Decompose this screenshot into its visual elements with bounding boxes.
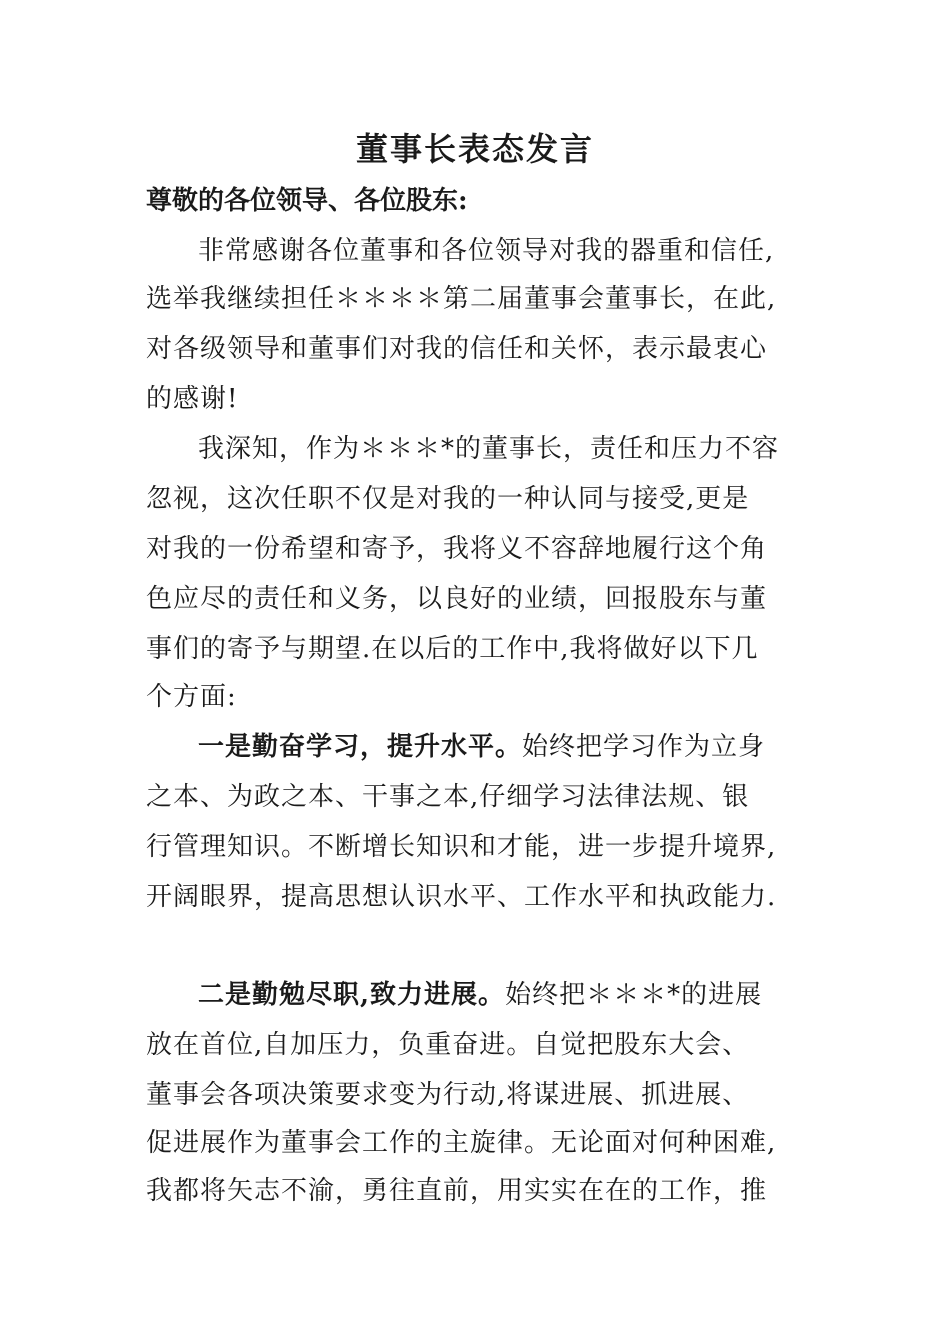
paragraph-2-line-4: 色应尽的责任和义务，以良好的业绩，回报股东与董	[146, 584, 768, 614]
paragraph-3-line-2: 之本、为政之本、干事之本,仔细学习法律法规、银	[146, 782, 750, 812]
paragraph-1-line-2: 选举我继续担任＊＊＊＊第二届董事会董事长，在此,	[146, 284, 777, 314]
paragraph-3-line-4: 开阔眼界，提高思想认识水平、工作水平和执政能力.	[146, 882, 777, 912]
paragraph-3-line-1	[198, 722, 765, 772]
paragraph-2-line-6: 个方面:	[146, 682, 237, 712]
paragraph-2-line-3: 对我的一份希望和寄予，我将义不容辞地履行这个角	[146, 534, 768, 564]
paragraph-4-line-3: 董事会各项决策要求变为行动,将谋进展、抓进展、	[146, 1080, 750, 1110]
paragraph-2-line-2: 忽视，这次任职不仅是对我的一种认同与接受,更是	[146, 484, 750, 514]
paragraph-1-line-4: 的感谢!	[146, 384, 239, 414]
paragraph-4-line-1	[198, 970, 762, 1020]
salutation: 尊敬的各位领导、各位股东:	[146, 186, 468, 216]
paragraph-1-line-1: 非常感谢各位董事和各位领导对我的器重和信任,	[198, 236, 775, 266]
paragraph-4-lead: 二是勤勉尽职,致力进展。	[198, 980, 506, 1010]
document-title: 董事长表态发言	[355, 130, 594, 168]
paragraph-4-line-5: 我都将矢志不渝，勇往直前，用实实在在的工作，推	[146, 1176, 768, 1206]
paragraph-2-line-1: 我深知，作为＊＊＊*的董事长，责任和压力不容	[198, 434, 780, 464]
paragraph-3-line-3: 行管理知识。不断增长知识和才能，进一步提升境界,	[146, 832, 777, 862]
paragraph-4-line-2: 放在首位,自加压力，负重奋进。自觉把股东大会、	[146, 1030, 750, 1060]
paragraph-3-lead: 一是勤奋学习，提升水平。	[198, 732, 523, 762]
paragraph-3-line-1-text: 始终把学习作为立身	[522, 732, 766, 762]
paragraph-2-line-5: 事们的寄予与期望.在以后的工作中,我将做好以下几	[146, 634, 759, 664]
paragraph-1-line-3: 对各级领导和董事们对我的信任和关怀，表示最衷心	[146, 334, 768, 364]
paragraph-4-line-1-text: 始终把＊＊＊*的进展	[505, 980, 763, 1010]
paragraph-4-line-4: 促进展作为董事会工作的主旋律。无论面对何种困难,	[146, 1128, 777, 1158]
